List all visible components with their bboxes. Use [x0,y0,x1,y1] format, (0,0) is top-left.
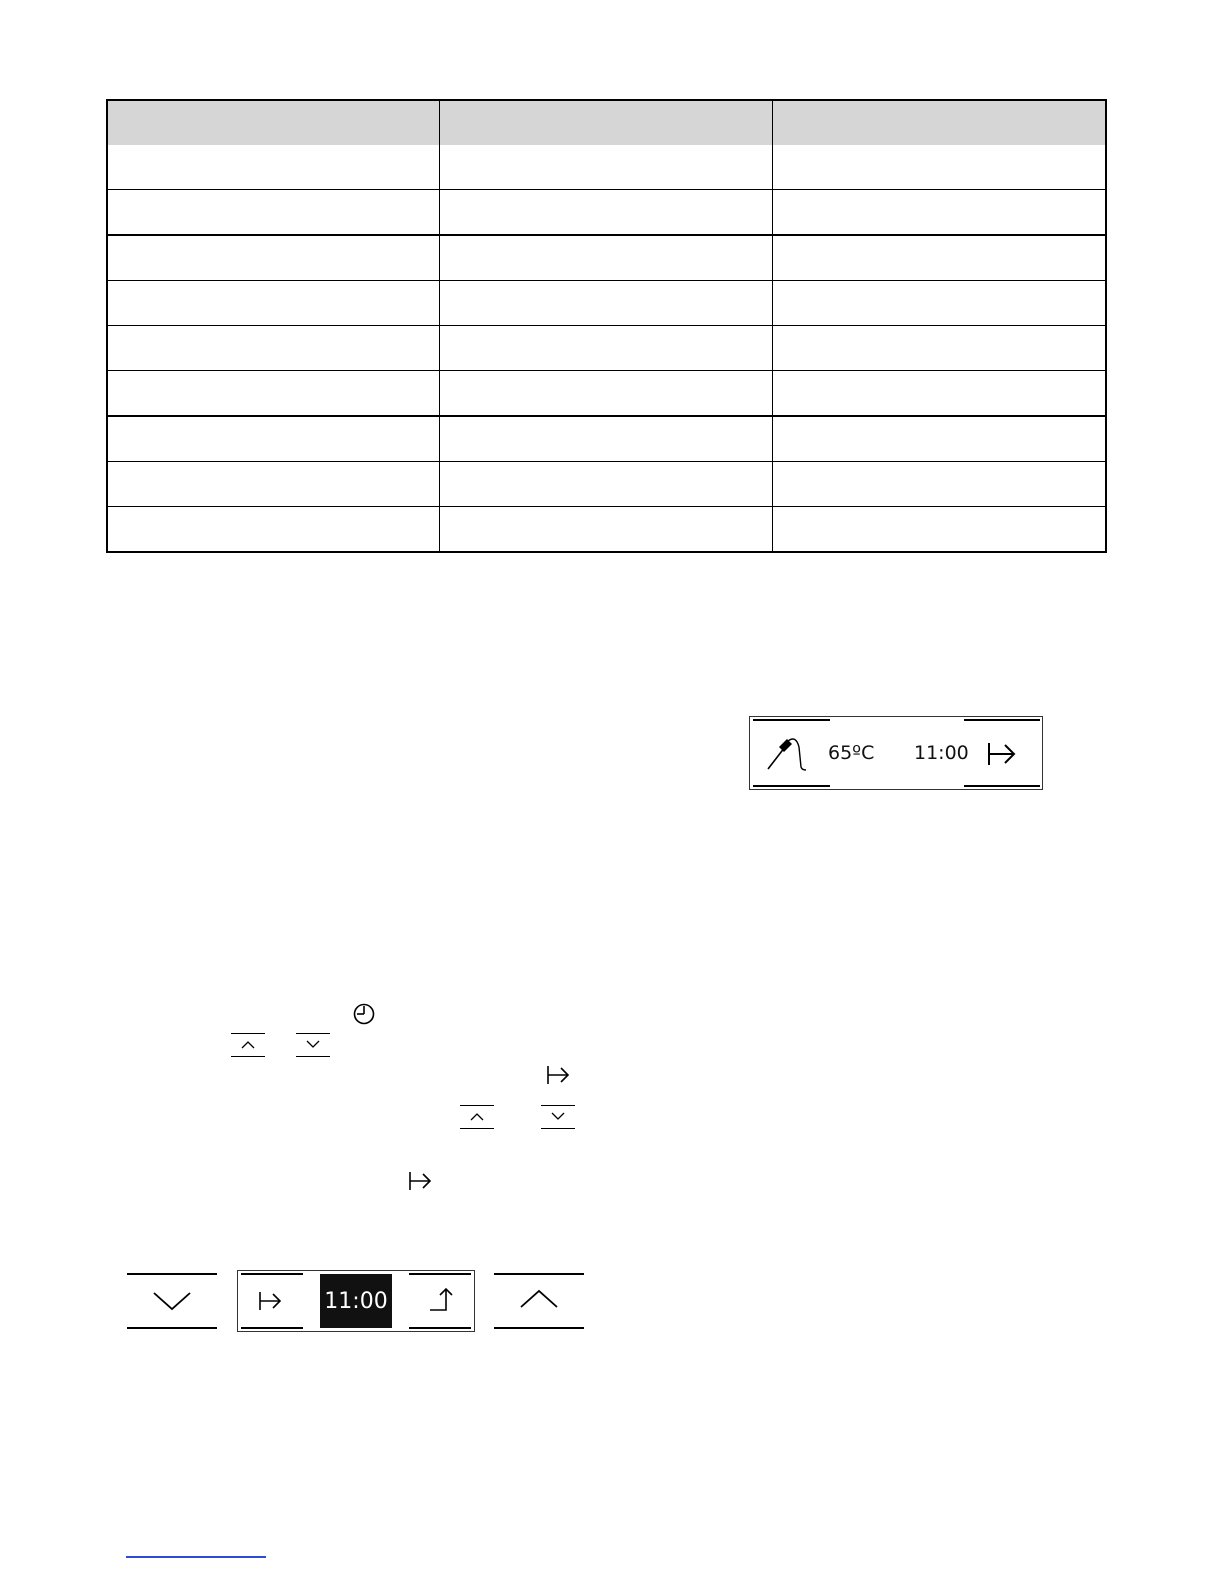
table-cell [107,371,439,417]
up-button-icon [231,1033,265,1057]
table-row [107,326,1106,371]
table-cell [772,235,1106,281]
table-cell [107,462,439,507]
chevron-down-icon [152,1289,192,1313]
selected-time[interactable]: 11:00 [320,1274,392,1328]
display-segment-line [753,719,830,721]
table-row [107,462,1106,507]
end-time-icon[interactable] [258,1290,284,1312]
table-cell [772,190,1106,236]
clock-icon [352,1002,376,1026]
display-segment-line [964,785,1040,787]
table-cell [439,462,772,507]
display-segment-line [241,1327,303,1329]
oven-display-probe [749,716,1043,790]
end-time-icon [986,741,1018,767]
up-button-icon [460,1105,494,1129]
display-segment-line [409,1327,471,1329]
down-button-icon [296,1033,330,1057]
display-time: 11:00 [914,742,969,764]
table-row [107,145,1106,190]
table-header-cell [107,100,439,145]
display-segment-line [241,1273,303,1275]
table-row [107,507,1106,553]
display-segment-line [964,719,1040,721]
table-row [107,371,1106,417]
table-cell [772,326,1106,371]
table-header-row [107,100,1106,145]
down-button-icon [541,1105,575,1129]
table-cell [772,281,1106,326]
table-cell [772,145,1106,190]
chevron-up-icon [519,1287,559,1311]
meat-probe-icon [766,733,816,773]
table-cell [772,416,1106,462]
up-button[interactable] [494,1273,584,1329]
table-cell [439,235,772,281]
end-time-icon [408,1170,434,1192]
start-time-icon[interactable] [428,1285,458,1313]
oven-display-timer [237,1270,475,1332]
display-segment-line [753,785,830,787]
table-cell [439,371,772,417]
table-header-cell [439,100,772,145]
table-cell [439,507,772,553]
table-cell [107,281,439,326]
table-cell [439,145,772,190]
table-cell [772,462,1106,507]
table-cell [107,235,439,281]
table-header-cell [772,100,1106,145]
end-time-icon [546,1064,572,1086]
table-cell [107,416,439,462]
table-cell [107,145,439,190]
table-cell [772,507,1106,553]
table-cell [439,281,772,326]
table-cell [107,507,439,553]
table-cell [439,190,772,236]
table-cell [439,326,772,371]
down-button[interactable] [127,1273,217,1329]
table-cell [439,416,772,462]
table-cell [107,326,439,371]
display-segment-line [409,1273,471,1275]
table-row [107,281,1106,326]
footer-link-underline[interactable] [126,1556,266,1558]
table-cell [107,190,439,236]
table-cell [772,371,1106,417]
table-row [107,416,1106,462]
table-row [107,235,1106,281]
data-table [106,99,1107,553]
table-row [107,190,1106,236]
probe-temperature: 65ºC [828,742,875,764]
